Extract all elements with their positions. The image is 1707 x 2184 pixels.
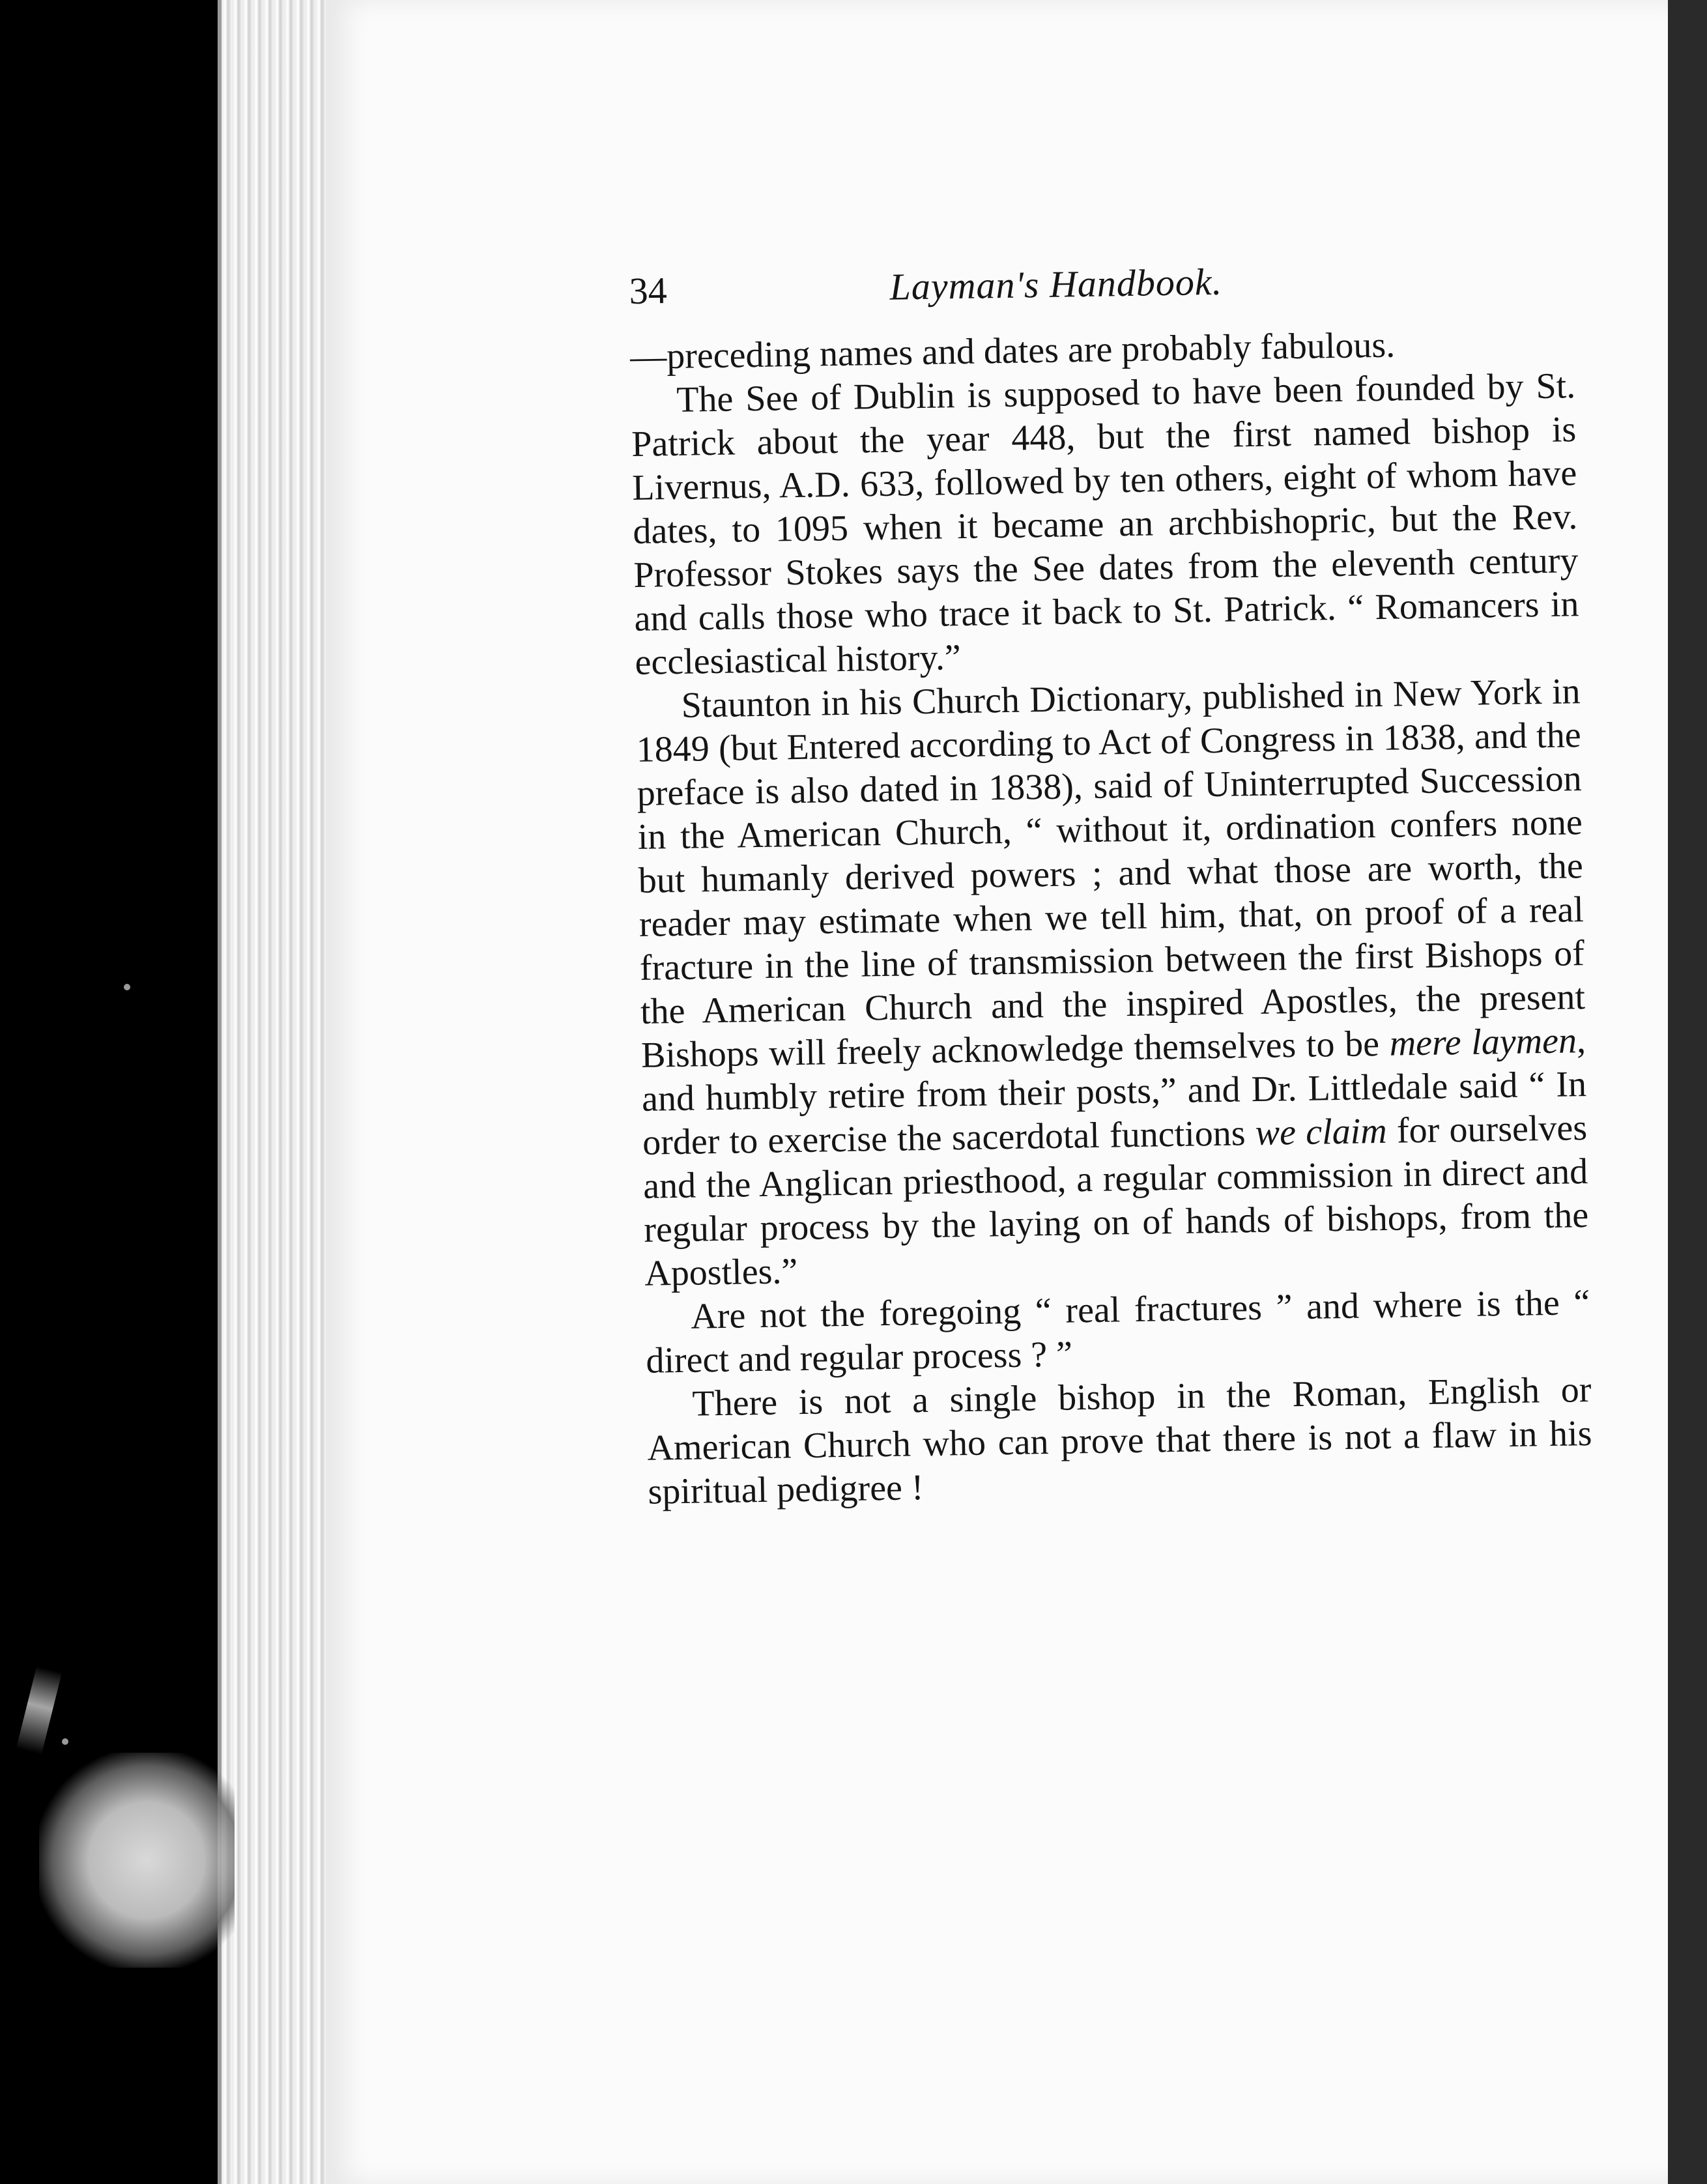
paragraph: Are not the foregoing “ real fractures ” and where is the “ direct and regular process ? ” [645, 1282, 1590, 1381]
dust-speck [62, 1738, 68, 1745]
paragraph: The See of Dublin is supposed to have been founded by St. Patrick about the year 448, but the first named bishop is Livernus, A.D. 633, followed by ten others, eight of whom have dates, to 1095 when it became an archbishopric, but the Rev. Professor Stokes says the See dates from the eleventh century and calls those who trace it back to St. Patrick. “ Romancers in ecclesiastical history.” [631, 366, 1579, 683]
paragraph: There is not a single bishop in the Roman, English or American Church who can prove that there is not a flaw in his spiritual pedigree ! [647, 1370, 1592, 1512]
paragraph-text: for ourselves and the Anglican priesthood, a regular commission in direct and regular process by the laying on of hands of bishops, from the Apostles.” [642, 1108, 1589, 1294]
paragraph-text: , and humbly retire from their posts,” and Dr. Littledale said “ In order to exercise the sacerdotal functions [641, 1020, 1587, 1163]
page-number: 34 [629, 269, 668, 312]
margin-smudge [16, 1666, 62, 1755]
body-text [630, 321, 1593, 1514]
italic-phrase: we claim [1255, 1110, 1388, 1154]
italic-phrase: mere laymen [1389, 1020, 1577, 1064]
paragraph: —preceding names and dates are probably fabulous. [629, 324, 1396, 377]
paragraph-text: Staunton in his Church Dictionary, published in New York in 1849 (but Entered according to Act of Congress in 1838, and the preface is also dated in 1838), said of Uninterrupted Succession in the American Church, “ without it, ordination confers none but humanly derived powers ; and what those are worth, the reader may estimate when we tell him, that, on proof of a real fracture in the line of transmission between the first Bishops of the American Church and the inspired Apostles, the present Bishops will freely acknowledge themselves to be [636, 671, 1586, 1076]
book-right-edge [1668, 0, 1707, 2184]
paper-damage-spot [39, 1753, 235, 1968]
dust-speck [124, 984, 130, 990]
running-head: Layman's Handbook. [889, 260, 1223, 308]
page-content [629, 249, 1593, 1514]
paragraph [635, 670, 1590, 1296]
